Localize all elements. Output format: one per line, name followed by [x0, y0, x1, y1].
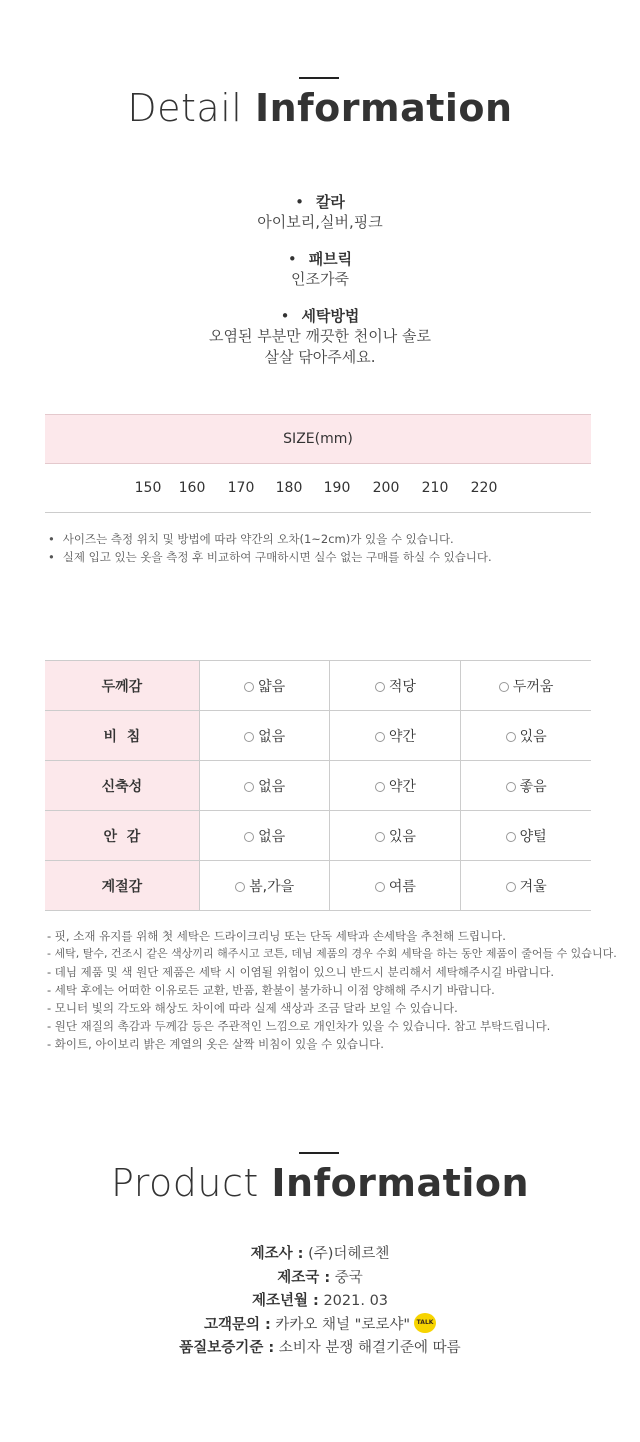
- attribute-option: 적당: [330, 661, 461, 711]
- attribute-name: 신축성: [45, 761, 199, 811]
- radio-circle-icon: [244, 732, 254, 742]
- radio-circle-icon: [506, 732, 516, 742]
- radio-circle-icon: [235, 882, 245, 892]
- radio-circle-icon: [375, 832, 385, 842]
- radio-circle-icon: [499, 682, 509, 692]
- attribute-row: [45, 711, 591, 761]
- spec-fabric: [0, 249, 640, 290]
- radio-circle-icon: [375, 682, 385, 692]
- size-note: • 사이즈는 측정 위치 및 방법에 따라 약간의 오차(1~2cm)가 있을 수 있습니다.: [48, 532, 454, 546]
- product-row-contact: 고객문의 : 카카오 채널 "로로샤" TALK: [0, 1314, 640, 1338]
- product-row-manufacturer: 제조사 : (주)더헤르첸: [250, 1246, 390, 1262]
- detail-title-bold: Information: [254, 86, 513, 130]
- attribute-option: 두꺼움: [461, 661, 591, 711]
- attribute-option: 봄,가을: [199, 861, 330, 911]
- size-value: 210: [421, 480, 449, 496]
- attribute-row: [45, 661, 591, 711]
- attribute-name: 안 감: [45, 811, 199, 861]
- product-title: [0, 1161, 640, 1205]
- spec-washing: [0, 306, 640, 368]
- attribute-name: 비 침: [45, 711, 199, 761]
- detail-title-light: Detail: [127, 86, 243, 130]
- care-note: - 세탁, 탈수, 건조시 같은 색상끼리 해주시고 코튼, 데님 제품의 경우 수회 세탁을 하는 동안 제품이 줄어들 수 있습니다.: [47, 947, 617, 960]
- attribute-option: 약간: [330, 711, 461, 761]
- attribute-option: 없음: [199, 811, 330, 861]
- attribute-table: [45, 660, 591, 911]
- attribute-name: 두께감: [45, 661, 199, 711]
- size-value: 180: [275, 480, 303, 496]
- radio-circle-icon: [375, 732, 385, 742]
- care-note: - 세탁 후에는 어떠한 이유로든 교환, 반품, 환불이 불가하니 이점 양해해 주시기 바랍니다.: [47, 983, 495, 997]
- care-note: - 화이트, 아이보리 밝은 계열의 옷은 살짝 비침이 있을 수 있습니다.: [47, 1037, 384, 1051]
- product-title-bar: [299, 1152, 339, 1154]
- attribute-option: 없음: [199, 761, 330, 811]
- attribute-option: 얇음: [199, 661, 330, 711]
- spec-label: • 세탁방법: [0, 306, 640, 326]
- kakaotalk-icon[interactable]: TALK: [414, 1313, 436, 1333]
- attribute-option: 여름: [330, 861, 461, 911]
- care-note: - 데님 제품 및 색 원단 제품은 세탁 시 이염될 위험이 있으니 반드시 분리해서 세탁해주시길 바랍니다.: [47, 965, 554, 979]
- radio-circle-icon: [244, 682, 254, 692]
- attribute-row: [45, 861, 591, 911]
- attribute-option: 좋음: [461, 761, 591, 811]
- attribute-option: 양털: [461, 811, 591, 861]
- care-note: - 핏, 소재 유지를 위해 첫 세탁은 드라이크리닝 또는 단독 세탁과 손세탁을 추천해 드립니다.: [47, 929, 506, 943]
- size-value: 220: [470, 480, 498, 496]
- product-row-date: 제조년월 : 2021. 03: [251, 1293, 389, 1309]
- spec-value: 아이보리,실버,핑크: [257, 213, 383, 231]
- radio-circle-icon: [244, 782, 254, 792]
- size-row: [45, 464, 591, 513]
- radio-circle-icon: [506, 832, 516, 842]
- radio-circle-icon: [375, 782, 385, 792]
- attribute-row: [45, 811, 591, 861]
- attribute-name: 계절감: [45, 861, 199, 911]
- size-header: SIZE(mm): [45, 414, 591, 464]
- product-row-quality: 품질보증기준 : 소비자 분쟁 해결기준에 따름: [179, 1340, 461, 1356]
- spec-value: 인조가죽: [291, 270, 349, 288]
- radio-circle-icon: [506, 882, 516, 892]
- detail-title: [0, 86, 640, 130]
- spec-label: • 칼라: [0, 192, 640, 212]
- care-note: - 모니터 빛의 각도와 해상도 차이에 따라 실제 색상과 조금 달라 보일 수 있습니다.: [47, 1001, 458, 1015]
- attribute-option: 있음: [330, 811, 461, 861]
- product-title-bold: Information: [271, 1161, 530, 1205]
- radio-circle-icon: [375, 882, 385, 892]
- size-value: 150: [134, 480, 162, 496]
- care-note: - 원단 재질의 촉감과 두께감 등은 주관적인 느낌으로 개인차가 있을 수 있습니다. 참고 부탁드립니다.: [47, 1019, 551, 1033]
- size-value: 160: [178, 480, 206, 496]
- spec-value: 살살 닦아주세요.: [264, 348, 376, 366]
- product-row-country: 제조국 : 중국: [277, 1269, 363, 1286]
- attribute-option: 겨울: [461, 861, 591, 911]
- size-value: 170: [227, 480, 255, 496]
- radio-circle-icon: [506, 782, 516, 792]
- size-value: 200: [372, 480, 400, 496]
- detail-title-bar: [299, 77, 339, 79]
- size-value: 190: [323, 480, 351, 496]
- product-info: [0, 1243, 640, 1361]
- size-note-text: 실제 입고 있는 옷을 측정 후 비교하여 구매하시면 실수 없는 구매를 하실 수 있습니다.: [62, 550, 492, 564]
- attribute-row: [45, 761, 591, 811]
- size-note: • 실제 입고 있는 옷을 측정 후 비교하여 구매하시면 실수 없는 구매를 하실 수 있습니다.: [48, 550, 492, 564]
- spec-color: [0, 192, 640, 233]
- attribute-option: 없음: [199, 711, 330, 761]
- attribute-option: 있음: [461, 711, 591, 761]
- spec-value: 오염된 부분만 깨끗한 천이나 솔로: [209, 327, 431, 345]
- spec-label: • 패브릭: [0, 249, 640, 269]
- attribute-option: 약간: [330, 761, 461, 811]
- radio-circle-icon: [244, 832, 254, 842]
- size-note-text: 사이즈는 측정 위치 및 방법에 따라 약간의 오차(1~2cm)가 있을 수 있습니다.: [62, 532, 454, 546]
- product-title-light: Product: [110, 1161, 259, 1205]
